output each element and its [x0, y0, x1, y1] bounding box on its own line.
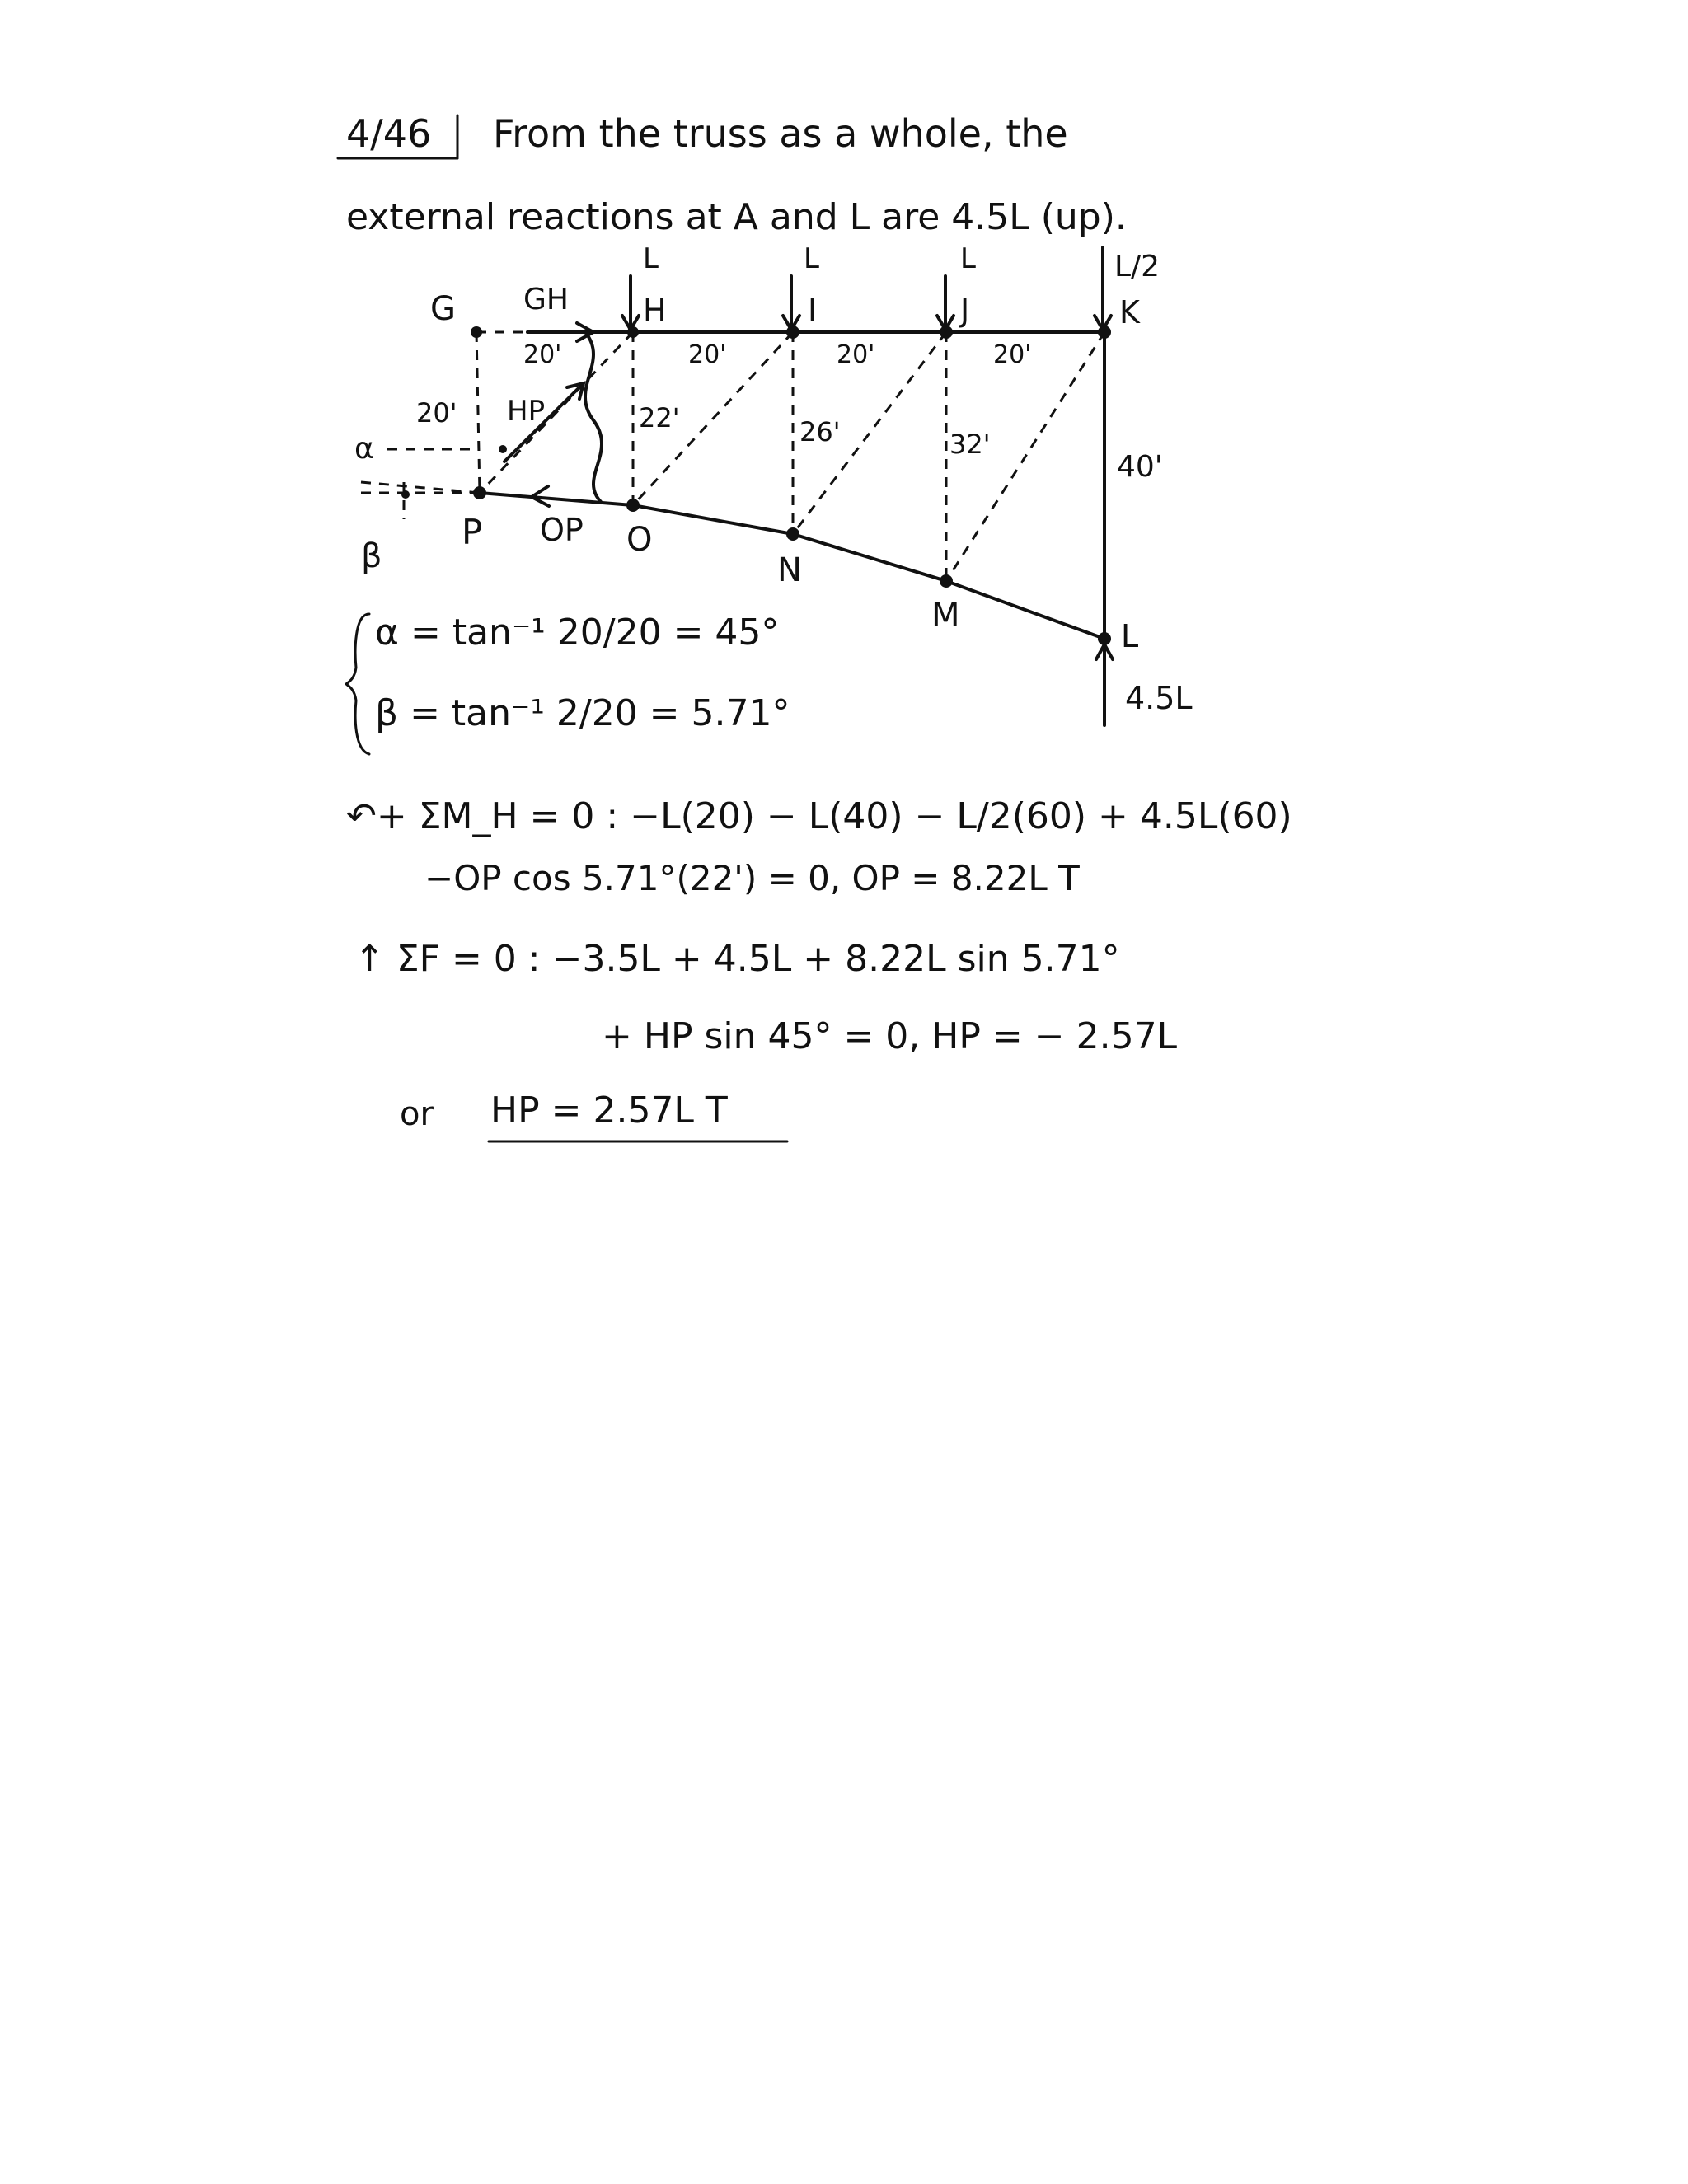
angle-brace: [346, 614, 369, 754]
label-gh: GH: [523, 283, 569, 316]
bottom-chord-extension: [361, 482, 480, 493]
member-gp: [476, 332, 480, 493]
label-h: H: [643, 293, 667, 329]
beta-equation: β = tan⁻¹ 2/20 = 5.71°: [375, 692, 790, 734]
alpha-equation: α = tan⁻¹ 20/20 = 45°: [375, 612, 780, 654]
load-label-i: L: [804, 242, 819, 275]
label-op: OP: [540, 512, 584, 548]
dim-jk: 20': [993, 340, 1032, 369]
moment-equation-line1: ↶+ ΣM_H = 0 : −L(20) − L(40) − L/2(60) + 4.5L(60): [346, 795, 1292, 837]
label-p: P: [462, 512, 483, 552]
joint-n: [786, 527, 799, 541]
joint-o: [626, 499, 640, 512]
beta-label: β: [361, 537, 382, 575]
moment-equation-line2: −OP cos 5.71°(22') = 0, OP = 8.22L T: [424, 858, 1080, 898]
force-equation-line1: ↑ ΣF = 0 : −3.5L + 4.5L + 8.22L sin 5.71°: [354, 938, 1120, 980]
dim-ij: 20': [837, 340, 875, 369]
joint-g: [471, 326, 482, 338]
problem-line1: From the truss as a whole, the: [493, 111, 1068, 156]
problem-number: 4/46: [346, 111, 432, 156]
dim-hi: 20': [688, 340, 727, 369]
joint-p: [473, 486, 486, 499]
section-cut: [585, 332, 602, 503]
label-n: N: [777, 551, 802, 589]
joint-m: [940, 574, 953, 588]
or-label: or: [400, 1095, 434, 1133]
reaction-label: 4.5L: [1125, 680, 1193, 716]
label-m: M: [931, 597, 960, 635]
label-k: K: [1119, 294, 1140, 330]
label-o: O: [626, 521, 653, 559]
load-label-j: L: [960, 242, 976, 275]
beta-dot: [401, 490, 410, 499]
force-equation-line2: + HP sin 45° = 0, HP = − 2.57L: [602, 1015, 1178, 1057]
dim-in: 26': [799, 416, 841, 448]
label-g: G: [430, 290, 456, 328]
label-j: J: [960, 293, 970, 329]
problem-line2: external reactions at A and L are 4.5L (up).: [346, 196, 1127, 238]
dim-gp: 20': [416, 397, 457, 429]
dim-gh: 20': [523, 340, 562, 369]
label-hp: HP: [507, 395, 546, 428]
dim-ho: 22': [639, 402, 680, 434]
load-label-k: L/2: [1114, 250, 1160, 284]
label-l: L: [1121, 618, 1139, 654]
final-answer: HP = 2.57L T: [490, 1090, 728, 1132]
alpha-label: α: [354, 432, 374, 466]
label-i: I: [808, 293, 818, 329]
dim-jm: 32': [950, 429, 991, 460]
dim-kl: 40': [1117, 450, 1163, 484]
load-label-h: L: [643, 242, 659, 275]
alpha-dot: [499, 445, 507, 453]
